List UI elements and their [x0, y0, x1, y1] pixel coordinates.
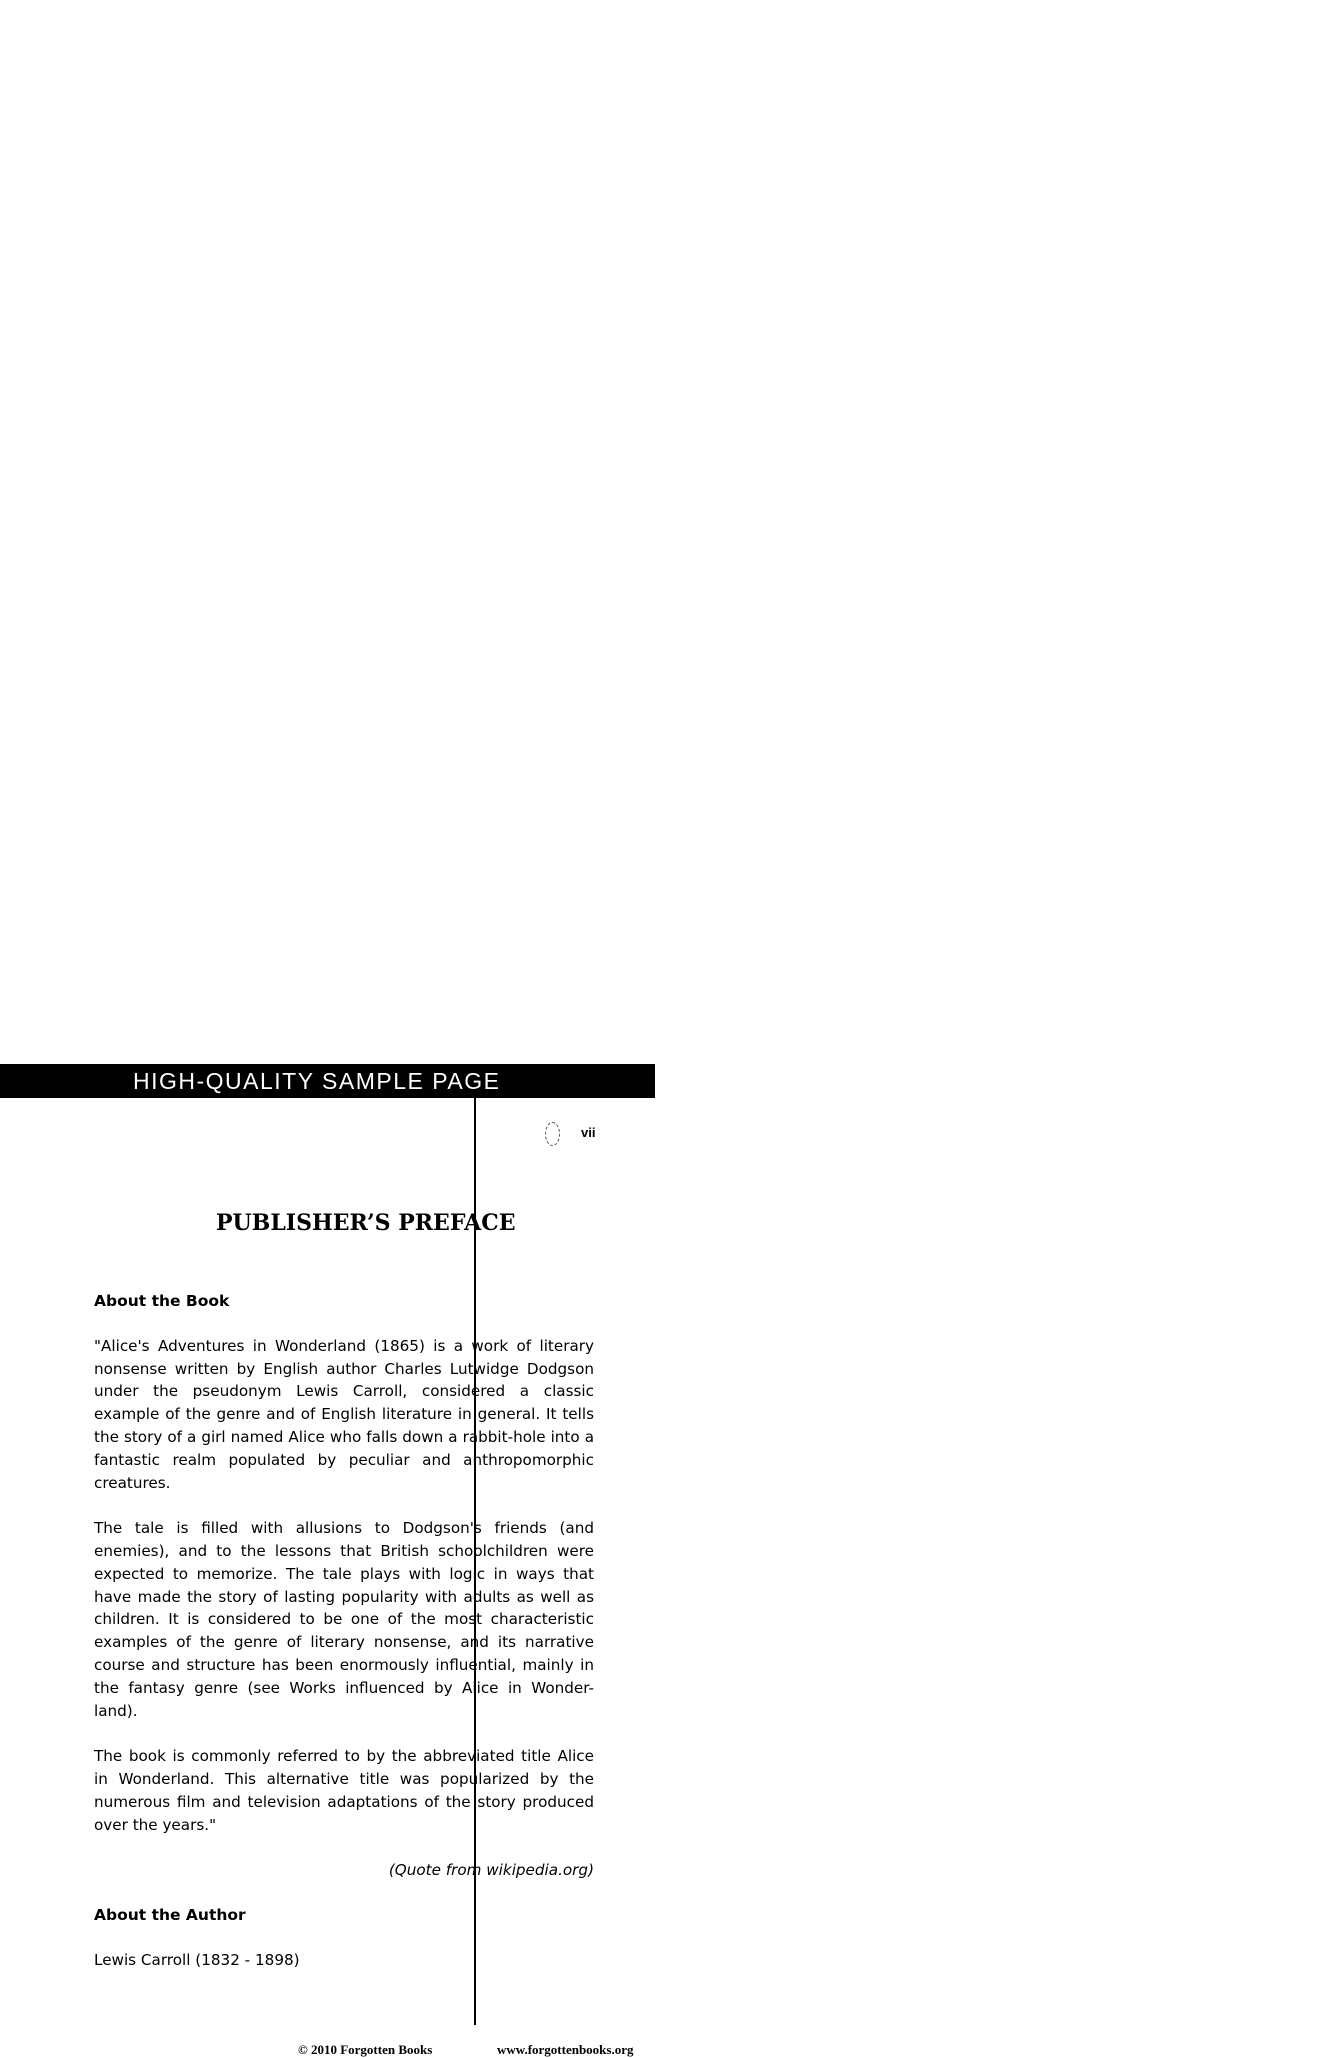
quote-credit: (Quote from wikipedia.org) [388, 1861, 594, 1880]
about-author-heading: About the Author [94, 1905, 246, 1924]
page-ornament-icon [545, 1122, 560, 1146]
footer-copyright: © 2010 Forgotten Books [298, 2042, 433, 2057]
author-line: Lewis Carroll (1832 - 1898) [94, 1950, 300, 1969]
about-book-paragraph-2: The tale is filled with allusions to Dodgson's friends (and enemies), and to the lessons that British schoolchildren were expected to memorize. The tale plays with logic in ways that have made the story of lasting popularity with adults as well as children. It is considered to be one of the most characteristic examples of the genre of literary nonsense, and its narrative course and structure has been enormously influential, mainly in the fantasy genre (see Works influenced by Alice in Wonder-land). [94, 1519, 594, 1720]
page-number: vii [581, 1125, 596, 1140]
preface-body [94, 1290, 594, 1972]
footer-website: www.forgottenbooks.org [497, 2042, 634, 2057]
sample-page-banner: HIGH-QUALITY SAMPLE PAGE [0, 1064, 655, 1098]
about-book-heading: About the Book [94, 1292, 230, 1310]
about-book-paragraph-1: "Alice's Adventures in Wonderland (1865) is a work of literary nonsense written by English author Charles Lutwidge Dodgson under the pseudonym Lewis Carroll, considered a classic example of the genre and of English literature in general. It tells the story of a girl named Alice who falls down a rabbit-hole into a fantastic realm populated by peculiar and anthropomorphic creatures. [94, 1336, 594, 1492]
about-book-paragraph-3: The book is commonly referred to by the abbreviated title Alice in Wonderland. This alternative title was popularized by the numerous film and television adaptations of the story produced over the years." [94, 1747, 594, 1834]
page-title: PUBLISHER’S PREFACE [216, 1210, 516, 1236]
